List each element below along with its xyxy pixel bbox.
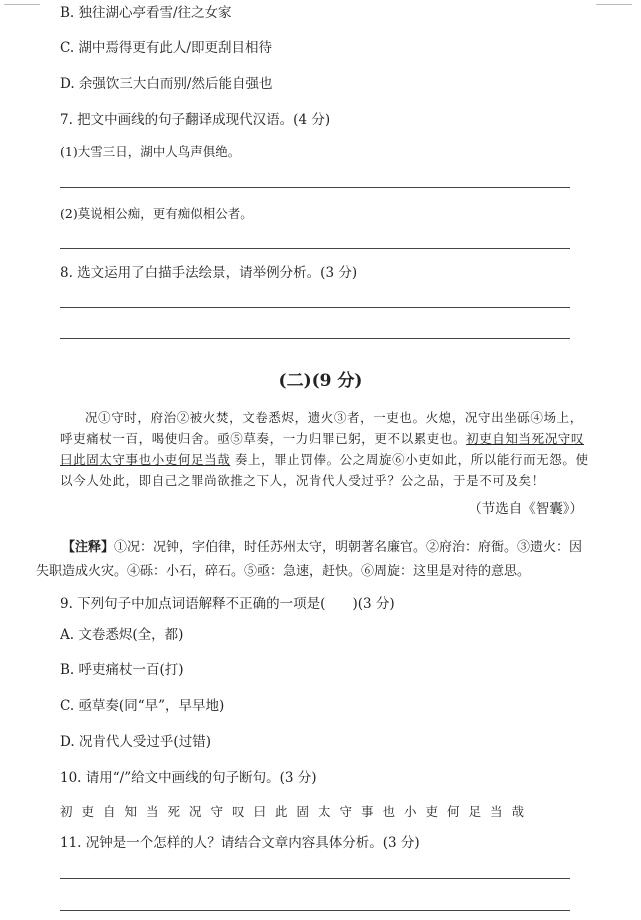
question-7-sentence-2: (2)莫说相公痴，更有痴似相公者。 [60, 206, 253, 221]
passage-underlined-sentence: 初吏自知当死况守叹曰此固太守事也小吏何足当哉 [60, 431, 585, 467]
annotation-text: ①况：况钟，字伯律，时任苏州太守，明朝著名廉官。②府治：府衙。③遗火：因失职造成火灾。④砾：小石，碎石。⑤亟：急速，赶快。⑥周旋：这里是对待的意思。 [36, 540, 583, 579]
question-9-option-b: B. 呼吏痛杖一百(打) [60, 662, 184, 678]
question-9-option-c: C. 亟草奏(同“早”，早早地) [60, 698, 225, 714]
answer-line-8-1 [60, 307, 570, 308]
top-page-mark-left [4, 0, 40, 5]
answer-line-8-2 [60, 338, 570, 339]
question-8: 8. 选文运用了白描手法绘景，请举例分析。(3 分) [60, 265, 358, 281]
classical-passage [60, 407, 590, 491]
top-page-mark-right [596, 0, 632, 5]
question-9: 9. 下列句子中加点词语解释不正确的一项是( )(3 分) [60, 596, 395, 612]
section-title: (二)(9 分) [278, 371, 363, 391]
question-6-option-c: C. 湖中焉得更有此人/即更刮目相待 [60, 40, 272, 56]
question-11: 11. 况钟是一个怎样的人？请结合文章内容具体分析。(3 分) [60, 835, 420, 851]
annotation-label: 【注释】 [62, 540, 115, 555]
question-7-sentence-1: (1)大雪三日，湖中人鸟声俱绝。 [60, 144, 241, 159]
question-10-sentence: 初吏自知当死况守叹曰此固太守事也小吏何足当哉 [60, 804, 534, 819]
annotation-note [36, 536, 592, 584]
question-9-option-d: D. 况肯代人受过乎(过错) [60, 734, 211, 750]
question-9-option-a: A. 文卷悉烬(全，都) [60, 627, 184, 643]
passage-source: （节选自《智囊》） [468, 501, 583, 517]
question-10: 10. 请用“/”给文中画线的句子断句。(3 分) [60, 770, 317, 786]
answer-line-7-1 [60, 187, 570, 188]
answer-line-7-2 [60, 248, 570, 249]
question-6-option-d: D. 余强饮三大白而别/然后能自强也 [60, 76, 273, 92]
answer-line-11-1 [60, 878, 570, 879]
passage-text-2: 奏上，罪止罚俸。公之周旋⑥小吏如此，所以能行而无怨。使以今人处此，即自己之罪尚欲推之下人，况肯代人受过乎？公之品，于是不可及矣！ [60, 452, 589, 488]
answer-line-11-2 [60, 910, 570, 911]
passage-text-1: 况①守时，府治②被火焚，文卷悉烬，遗火③者，一吏也。火熄，况守出坐砾④场上，呼吏痛杖一百，喝使归舍。亟⑤草奏，一力归罪已躬，更不以累吏也。 [60, 410, 583, 446]
question-6-option-b: B. 独往湖心亭看雪/往之女家 [60, 5, 232, 21]
question-7: 7. 把文中画线的句子翻译成现代汉语。(4 分) [60, 112, 331, 128]
